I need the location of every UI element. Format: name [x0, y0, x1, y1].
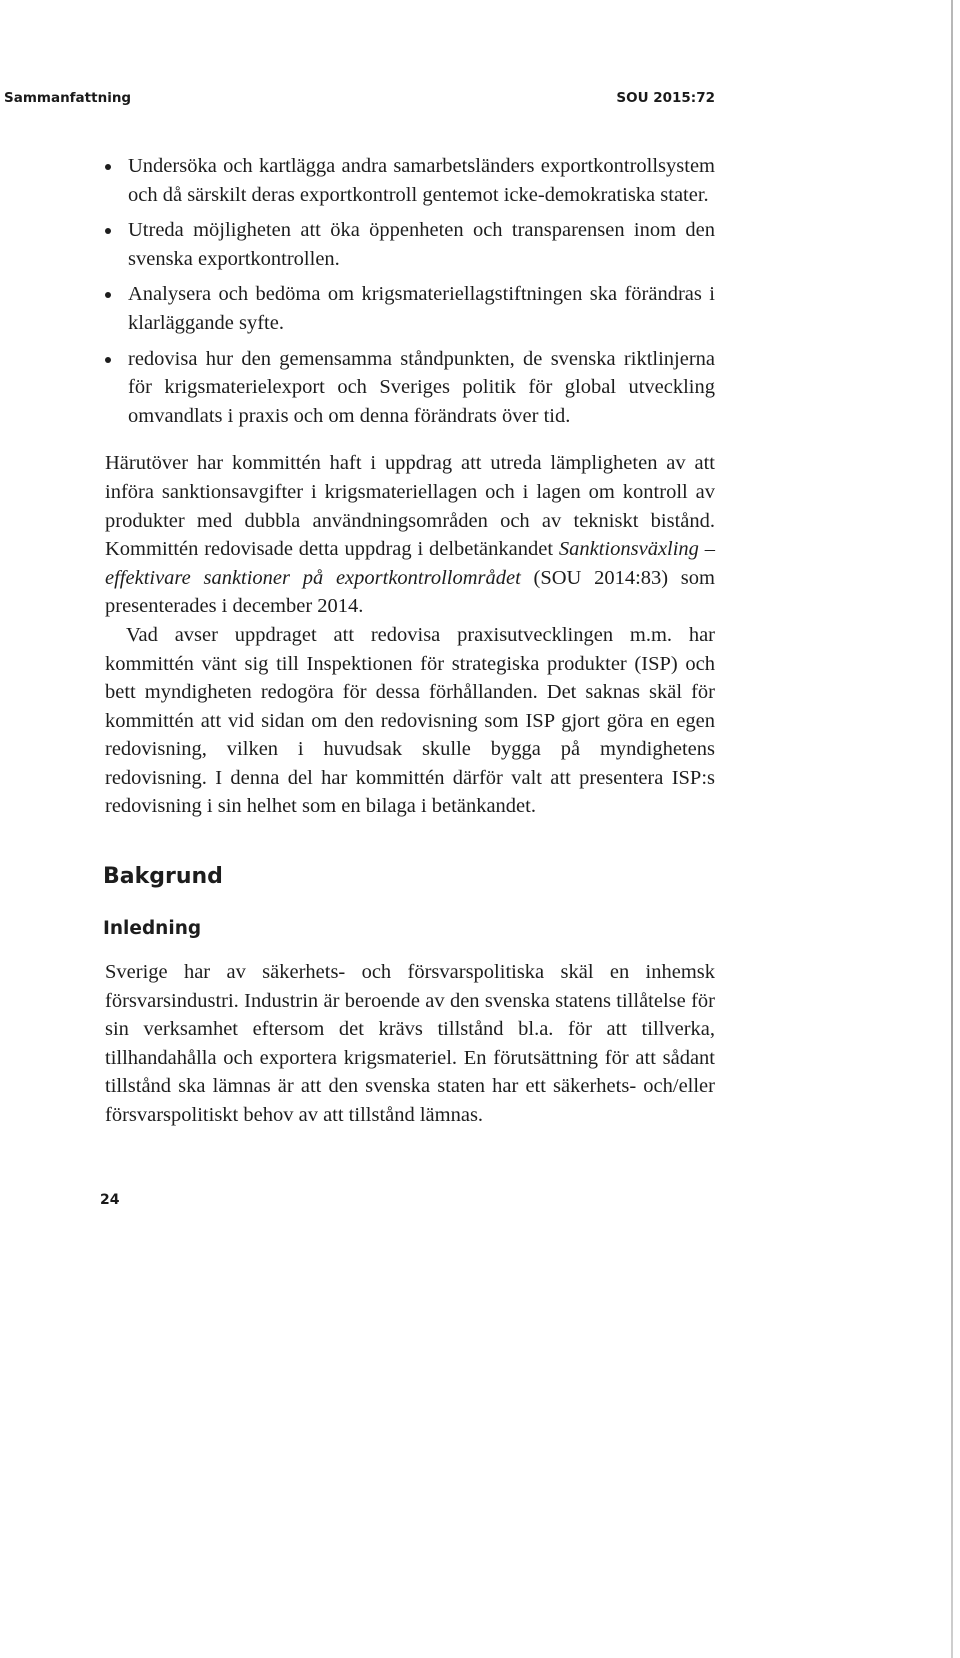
- list-item-text: redovisa hur den gemensamma ståndpunkten, de svenska riktlinjerna för krigsmaterielexport och Sveriges politik för global utveckling omvandlats i praxis och om denna förändrats över tid.: [128, 347, 715, 427]
- page-body: [105, 152, 715, 1130]
- body-paragraph-background: Sverige har av säkerhets- och försvarspolitiska skäl en inhemsk försvarsindustri. Industrin är beroende av den svenska statens tillåtelse för sin verksamhet eftersom det krävs tillstånd bl.a. för att tillverka, tillhandahålla och exportera krigsmateriel. En förutsättning för att sådant tillstånd ska lämnas är att den svenska staten har ett säkerhets- och/eller försvarspolitiskt behov av att tillstånd lämnas.: [105, 961, 715, 1127]
- list-item: [105, 280, 715, 337]
- list-item-text: Utreda möjligheten att öka öppenheten och transparensen inom den svenska exportkontrollen.: [128, 219, 715, 270]
- list-item-text: Undersöka och kartlägga andra samarbetsländers exportkontrollsystem och då särskilt deras exportkontroll gentemot icke-demokratiska stater.: [128, 155, 715, 206]
- bullet-icon: [105, 164, 111, 170]
- bullet-icon: [105, 228, 111, 234]
- page-number: 24: [100, 1192, 120, 1208]
- section-heading: Bakgrund: [103, 864, 223, 890]
- list-item-text: Analysera och bedöma om krigsmateriellagstiftningen ska förändras i klarläggande syfte.: [128, 283, 715, 334]
- list-item: [105, 216, 715, 273]
- report-title-italic: Sanktionsväxling – effektivare sanktioner på exportkontrollområdet: [105, 538, 715, 589]
- header-section-title: Sammanfattning: [4, 90, 132, 106]
- paragraph-text: Härutöver har kommittén haft i uppdrag att utreda lämpligheten av att införa sanktionsavgifter i krigsmateriellagen och i lagen om kontroll av produkter med dubbla användningsområden och av tekniskt bistånd. Kommittén redovisade detta uppdrag i delbetänkandet: [105, 452, 715, 561]
- subsection-heading: Inledning: [103, 918, 202, 940]
- body-paragraph-practice: Vad avser uppdraget att redovisa praxisutvecklingen m.m. har kommittén vänt sig till Inspektionen för strategiska produkter (ISP) och bett myndigheten redogöra för dessa förhållanden. Det saknas skäl för kommittén att vid sidan om den redovisning som ISP gjort göra en egen redovisning, vilken i huvudsak skulle bygga på myndighetens redovisning. I denna del har kommittén därför valt att presentera ISP:s redovisning i sin helhet som en bilaga i betänkandet.: [105, 623, 715, 818]
- body-paragraph-commission-task: [105, 449, 715, 621]
- bullet-list: [105, 152, 715, 430]
- list-item: [105, 345, 715, 431]
- paragraph-text: (SOU 2014:83) som presenterades i december 2014.: [105, 566, 715, 618]
- header-report-number: SOU 2015:72: [616, 90, 715, 106]
- bullet-icon: [105, 357, 111, 363]
- scan-edge-line: [951, 0, 953, 1658]
- bullet-icon: [105, 292, 111, 298]
- list-item: [105, 152, 715, 209]
